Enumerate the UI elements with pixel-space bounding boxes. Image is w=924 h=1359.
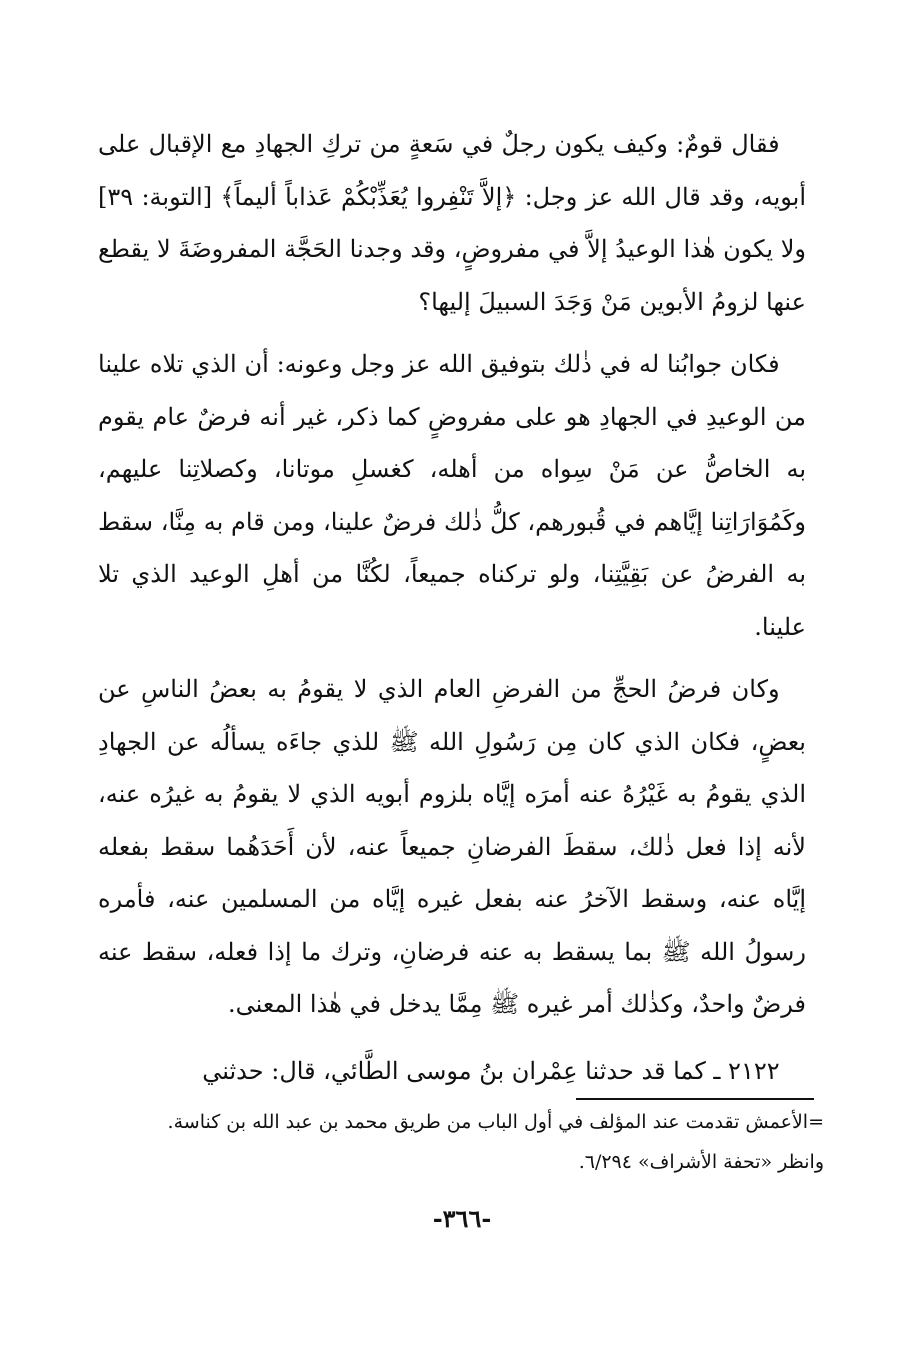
page-number: -٣٦٦-	[432, 1204, 492, 1233]
hadith-line: ٢١٢٢ ـ كما قد حدثنا عِمْران بنُ موسى الطَّائي، قال: حدثني	[202, 1056, 780, 1085]
main-text	[98, 118, 806, 1107]
footnotes	[98, 1102, 824, 1182]
footnote-line-1: =الأعمش تقدمت عند المؤلف في أول الباب من طريق محمد بن عبد الله بن كناسة.	[167, 1111, 824, 1133]
paragraph-3: وكان فرضُ الحجِّ من الفرضِ العام الذي لا يقومُ به بعضُ الناسِ عن بعضٍ، فكان الذي كان مِن رَسُولِ الله ﷺ للذي جاءَه يسألُه عن الجهادِ الذي يقومُ به غَيْرُهُ عنه أمرَه إيَّاه بلزوم أبويه الذي لا يقومُ به غيرُه عنه، لأنه إذا فعل ذٰلك، سقطَ الفرضانِ جميعاً عنه، لأن أَحَدَهُما سقط بفعله إيَّاه عنه، وسقط الآخرُ عنه بفعل غيره إيَّاه من المسلمين عنه، فأمره رسولُ الله ﷺ بما يسقط به عنه فرضانِ، وترك ما إذا فعله، سقط عنه فرضٌ واحدٌ، وكذٰلك أمر غيره ﷺ مِمَّا يدخل في هٰذا المعنى.	[98, 675, 806, 1018]
paragraph-2: فكان جوابُنا له في ذٰلك بتوفيق الله عز وجل وعونه: أن الذي تلاه علينا من الوعيدِ في الجهادِ هو على مفروضٍ كما ذكر، غير أنه فرضٌ عام يقوم به الخاصُّ عن مَنْ سِواه من أهله، كغسلِ موتانا، وكصلاتِنا عليهم، وكَمُوَارَاتِنا إيَّاهم في قُبورهم، كلُّ ذٰلك فرضٌ علينا، ومن قام به مِنَّا، سقط به الفرضُ عن بَقِيَّتِنا، ولو تركناه جميعاً، لكُنَّا من أهلِ الوعيد الذي تلا علينا.	[98, 350, 806, 641]
footnote-line-2: وانظر «تحفة الأشراف» ٦/٢٩٤.	[578, 1151, 824, 1173]
footnote-divider	[576, 1098, 814, 1100]
paragraph-1: فقال قومٌ: وكيف يكون رجلٌ في سَعةٍ من تركِ الجهادِ مع الإقبال على أبويه، وقد قال الله عز وجل: ﴿إلاَّ تَنْفِروا يُعَذِّبْكُمْ عَذاباً أليماً﴾ [التوبة: ٣٩] ولا يكون هٰذا الوعيدُ إلاَّ في مفروضٍ، وقد وجدنا الحَجَّة المفروضَةَ لا يقطع عنها لزومُ الأبوين مَنْ وَجَدَ السبيلَ إليها؟	[98, 130, 806, 316]
